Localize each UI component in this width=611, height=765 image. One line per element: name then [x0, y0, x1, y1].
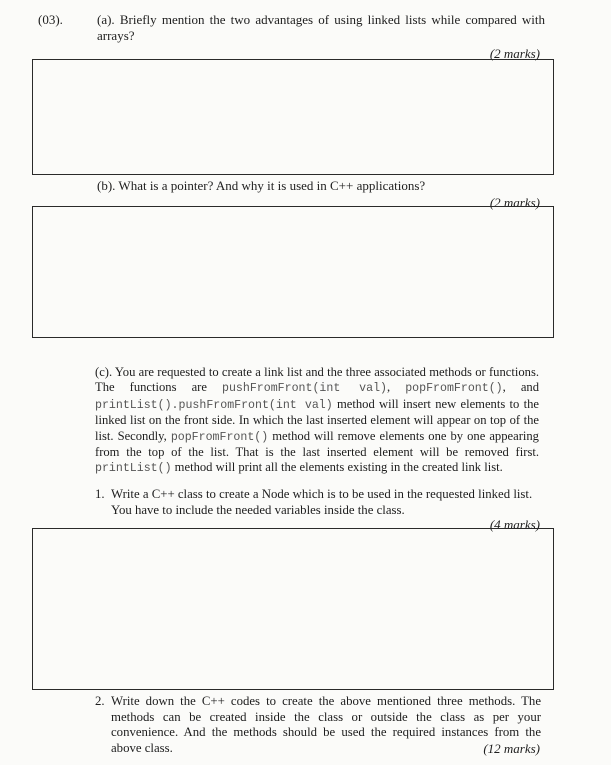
part-b-text: (b). What is a pointer? And why it is used in C++ applications? — [97, 178, 426, 193]
subquestion-1-answer-box[interactable] — [32, 528, 554, 690]
part-a-text: (a). Briefly mention the two advantages of using linked lists while compared with arrays? — [97, 12, 545, 43]
part-a-answer-box[interactable] — [32, 59, 554, 175]
code-pop-from-front-2: popFromFront() — [170, 430, 269, 444]
subquestion-1-number: 1. — [95, 487, 105, 501]
part-c-text: (c). You are requested to create a link list and the three associated methods or functions. The functions are pushFromFront(int val), popFromFront(), and printList().pushFromFront(int val) method will insert new elements to the linked list on the front side. In which the last inserted element will appear on top of the list. Secondly, popFromFront() method will remove elements one by one appearing from the top of the list. That is the last inserted element will be removed first. printList() method will print all the elements existing in the created link list. — [95, 365, 540, 476]
subquestion-1-marks: (4 marks) — [489, 517, 540, 532]
subquestion-1-text: Write a C++ class to create a Node which is to be used in the requested linked list. You have to include the needed variables inside the class. — [111, 487, 533, 517]
code-print-list-push: printList().pushFromFront(int val) — [95, 398, 333, 412]
code-pop-from-front: popFromFront() — [405, 382, 503, 396]
subquestion-2-number: 2. — [95, 694, 105, 708]
subquestion-1 — [95, 487, 541, 518]
part-b-answer-box[interactable] — [32, 206, 554, 338]
subquestion-2-text: Write down the C++ codes to create the above mentioned three methods. The methods can be created inside the class or outside the class as per your convenience. And the methods should be used the required instances from the above class. — [111, 694, 541, 755]
code-print-list: printList() — [95, 462, 172, 476]
part-b-marks: (2 marks) — [489, 195, 540, 210]
question-number: (03). — [38, 12, 63, 27]
subquestion-2-marks: (12 marks) — [483, 741, 540, 756]
part-a-marks: (2 marks) — [489, 46, 540, 61]
code-push-from-front: pushFromFront(int val) — [222, 382, 387, 396]
